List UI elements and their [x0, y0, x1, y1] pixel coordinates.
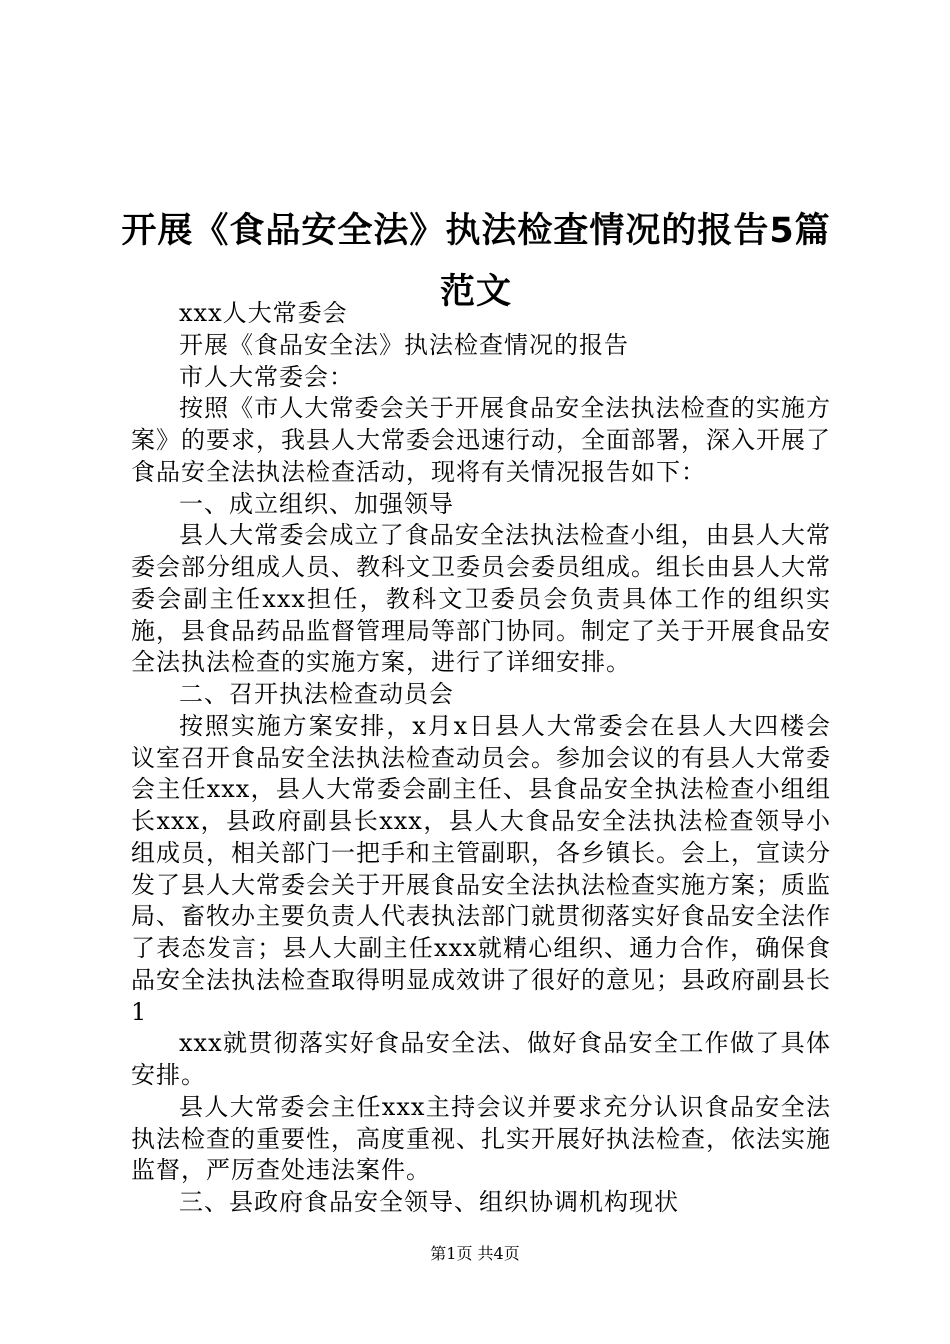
paragraph-section-2-meeting: 县人大常委会主任xxx主持会议并要求充分认识食品安全法执法检查的重要性，高度重视、扎实开展好执法检查，依法实施监督，严厉查处违法案件。 — [131, 1092, 831, 1185]
section-heading-3: 三、县政府食品安全领导、组织协调机构现状 — [179, 1188, 679, 1216]
paragraph-intro: 按照《市人大常委会关于开展食品安全法执法检查的实施方案》的要求，我县人大常委会迅速行动，全面部署，深入开展了食品安全法执法检查活动，现将有关情况报告如下： — [131, 394, 831, 486]
paragraph-section-1: 县人大常委会成立了食品安全法执法检查小组，由县人大常委会部分组成人员、教科文卫委员会委员组成。组长由县人大常委会副主任xxx担任，教科文卫委员会负责具体工作的组织实施，县食品药品监督管理局等部门协同。制定了关于开展食品安全法执法检查的实施方案，进行了详细安排。 — [131, 521, 831, 677]
page-number: 第1页 共4页 — [430, 1244, 520, 1263]
paragraph-section-2-continued: xxx就贯彻落实好食品安全法、做好食品安全工作做了具体安排。 — [131, 1029, 831, 1089]
recipient-org: xxx人大常委会 — [179, 299, 348, 327]
title-line-1: 开展《食品安全法》执法检查情况的报告5篇 — [121, 211, 831, 252]
section-heading-1: 一、成立组织、加强领导 — [179, 489, 454, 518]
page-footer — [0, 1243, 950, 1265]
section-heading-2: 二、召开执法检查动员会 — [179, 680, 454, 708]
report-subtitle: 开展《食品安全法》执法检查情况的报告 — [179, 330, 629, 359]
title-line-2: 范文 — [439, 272, 512, 313]
paragraph-section-2: 按照实施方案安排，x月x日县人大常委会在县人大四楼会议室召开食品安全法执法检查动员会。参加会议的有县人大常委会主任xxx，县人大常委会副主任、县食品安全执法检查小组组长xxx，县政府副县长xxx，县人大食品安全法执法检查领导小组成员，相关部门一把手和主管副职，各乡镇长。会上，宣读分发了县人大常委会关于开展食品安全法执法检查实施方案；质监局、畜牧办主要负责人代表执法部门就贯彻落实好食品安全法作了表态发言；县人大副主任xxx就精心组织、通力合作，确保食品安全法执法检查取得明显成效讲了很好的意见；县政府副县长1 — [131, 711, 831, 1026]
document-body — [131, 298, 831, 1219]
salutation: 市人大常委会： — [179, 362, 354, 391]
